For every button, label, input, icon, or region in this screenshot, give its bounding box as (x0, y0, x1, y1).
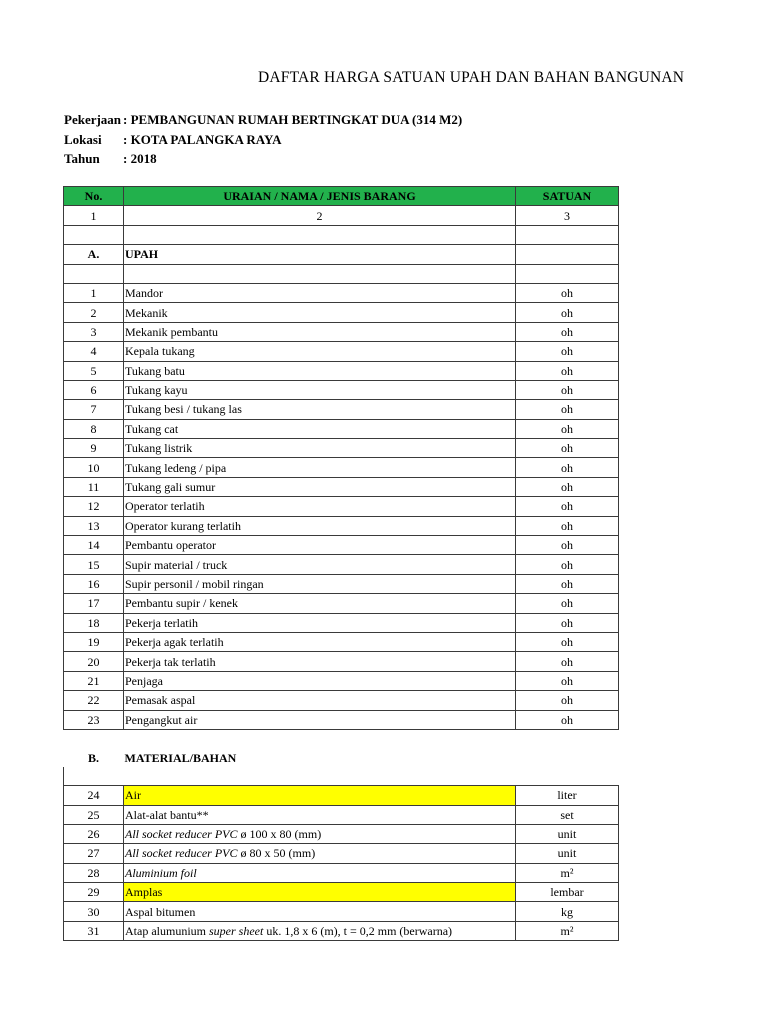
row-no: 13 (64, 516, 124, 535)
row-unit: unit (516, 844, 619, 863)
row-unit: oh (516, 419, 619, 438)
row-desc: Mekanik (124, 303, 516, 322)
table-row (64, 380, 619, 399)
table-row (64, 824, 619, 843)
row-unit: oh (516, 691, 619, 710)
section-a-row (64, 245, 619, 264)
row-unit: oh (516, 632, 619, 651)
row-desc (124, 844, 516, 863)
row-unit: oh (516, 380, 619, 399)
table-row (64, 419, 619, 438)
row-unit: unit (516, 824, 619, 843)
row-no: 18 (64, 613, 124, 632)
table-row (64, 613, 619, 632)
row-unit: oh (516, 477, 619, 496)
row-no: 12 (64, 497, 124, 516)
row-desc: Tukang cat (124, 419, 516, 438)
row-unit: m² (516, 863, 619, 882)
table-row (64, 652, 619, 671)
section-a-label: UPAH (124, 245, 516, 264)
section-b-code: B. (87, 750, 99, 765)
price-table (63, 186, 619, 941)
table-row (64, 555, 619, 574)
table-row (64, 902, 619, 921)
section-b-row (64, 748, 619, 766)
row-unit: oh (516, 361, 619, 380)
row-desc: Pembantu operator (124, 536, 516, 555)
row-desc (124, 921, 516, 940)
row-desc: Mekanik pembantu (124, 322, 516, 341)
row-unit: oh (516, 497, 619, 516)
row-desc: Air (124, 786, 516, 805)
table-row (64, 458, 619, 477)
table-row (64, 594, 619, 613)
row-desc: Amplas (124, 883, 516, 902)
row-unit: oh (516, 439, 619, 458)
row-unit: oh (516, 516, 619, 535)
table-header-row (64, 187, 619, 206)
row-no: 17 (64, 594, 124, 613)
table-row (64, 632, 619, 651)
row-no: 6 (64, 380, 124, 399)
table-row (64, 574, 619, 593)
row-no: 31 (64, 921, 124, 940)
row-unit: oh (516, 555, 619, 574)
row-desc: Mandor (124, 283, 516, 302)
spacer-row (64, 729, 619, 748)
row-unit: oh (516, 710, 619, 729)
row-no: 1 (64, 283, 124, 302)
row-no: 30 (64, 902, 124, 921)
row-no: 4 (64, 342, 124, 361)
table-row (64, 439, 619, 458)
row-desc-part: Atap alumunium (125, 924, 209, 939)
row-desc: Tukang besi / tukang las (124, 400, 516, 419)
row-no: 8 (64, 419, 124, 438)
section-b-label: MATERIAL/BAHAN (124, 750, 237, 765)
row-desc: Aspal bitumen (124, 902, 516, 921)
table-row (64, 671, 619, 690)
row-no: 21 (64, 671, 124, 690)
table-row (64, 361, 619, 380)
row-desc: Kepala tukang (124, 342, 516, 361)
header-unit: SATUAN (516, 187, 619, 206)
table-row (64, 516, 619, 535)
row-no: 23 (64, 710, 124, 729)
empty-row (64, 264, 619, 283)
header-no: No. (64, 187, 124, 206)
row-unit: oh (516, 574, 619, 593)
table-row (64, 303, 619, 322)
row-desc (124, 863, 516, 882)
row-no: 7 (64, 400, 124, 419)
section-a-code: A. (64, 245, 124, 264)
row-unit: liter (516, 786, 619, 805)
empty-row (64, 225, 619, 244)
row-no: 24 (64, 786, 124, 805)
row-unit: oh (516, 652, 619, 671)
table-row (64, 786, 619, 805)
table-row (64, 497, 619, 516)
row-desc-part: ø 80 x 50 (mm) (237, 846, 316, 861)
table-row (64, 844, 619, 863)
row-unit: kg (516, 902, 619, 921)
index-row (64, 206, 619, 225)
row-no: 2 (64, 303, 124, 322)
row-unit: oh (516, 400, 619, 419)
row-desc: Tukang kayu (124, 380, 516, 399)
row-desc: Tukang gali sumur (124, 477, 516, 496)
table-row (64, 283, 619, 302)
row-no: 20 (64, 652, 124, 671)
row-desc: Supir personil / mobil ringan (124, 574, 516, 593)
row-desc: Tukang listrik (124, 439, 516, 458)
row-no: 28 (64, 863, 124, 882)
meta-value: : 2018 (123, 151, 157, 166)
meta-value: : PEMBANGUNAN RUMAH BERTINGKAT DUA (314 M2) (123, 112, 463, 127)
meta-tahun (64, 151, 157, 167)
index-unit: 3 (516, 206, 619, 225)
row-unit: oh (516, 536, 619, 555)
table-row (64, 322, 619, 341)
row-no: 27 (64, 844, 124, 863)
row-no: 14 (64, 536, 124, 555)
row-desc: Pemasak aspal (124, 691, 516, 710)
row-no: 16 (64, 574, 124, 593)
row-desc: Tukang ledeng / pipa (124, 458, 516, 477)
row-no: 25 (64, 805, 124, 824)
row-unit: oh (516, 342, 619, 361)
row-desc: Tukang batu (124, 361, 516, 380)
row-no: 10 (64, 458, 124, 477)
table-row (64, 710, 619, 729)
row-desc: Operator kurang terlatih (124, 516, 516, 535)
row-desc: Pekerja terlatih (124, 613, 516, 632)
page-title: DAFTAR HARGA SATUAN UPAH DAN BAHAN BANGUNAN (258, 69, 685, 86)
row-desc-part: All socket reducer PVC (125, 827, 238, 842)
table-row (64, 691, 619, 710)
row-unit: lembar (516, 883, 619, 902)
table-row (64, 536, 619, 555)
row-desc: Pekerja agak terlatih (124, 632, 516, 651)
row-no: 15 (64, 555, 124, 574)
row-no: 26 (64, 824, 124, 843)
meta-lokasi (64, 132, 282, 148)
row-no: 9 (64, 439, 124, 458)
row-unit: oh (516, 671, 619, 690)
table-row (64, 400, 619, 419)
row-no: 22 (64, 691, 124, 710)
row-desc: Alat-alat bantu** (124, 805, 516, 824)
meta-key: Pekerjaan (64, 112, 122, 127)
row-desc-part: Aluminium foil (125, 865, 197, 880)
row-desc: Pekerja tak terlatih (124, 652, 516, 671)
row-unit: oh (516, 613, 619, 632)
row-unit: oh (516, 594, 619, 613)
row-no: 5 (64, 361, 124, 380)
row-unit: set (516, 805, 619, 824)
table-row (64, 805, 619, 824)
empty-row (64, 767, 619, 786)
row-desc-part: All socket reducer PVC (125, 846, 238, 861)
index-no: 1 (64, 206, 124, 225)
row-unit: oh (516, 322, 619, 341)
row-desc-part: uk. 1,8 x 6 (m), t = 0,2 mm (berwarna) (263, 924, 453, 939)
table-row (64, 883, 619, 902)
title-container (0, 66, 685, 90)
row-desc-part: super sheet (209, 924, 264, 939)
row-desc (124, 824, 516, 843)
meta-pekerjaan (64, 112, 462, 128)
row-unit: oh (516, 303, 619, 322)
meta-key: Lokasi (64, 132, 102, 147)
row-desc: Pengangkut air (124, 710, 516, 729)
table-row (64, 921, 619, 940)
row-no: 19 (64, 632, 124, 651)
row-unit: oh (516, 283, 619, 302)
row-desc-part: ø 100 x 80 (mm) (237, 827, 322, 842)
header-desc: URAIAN / NAMA / JENIS BARANG (124, 187, 516, 206)
row-no: 29 (64, 883, 124, 902)
row-unit: m² (516, 921, 619, 940)
row-desc: Supir material / truck (124, 555, 516, 574)
index-desc: 2 (124, 206, 516, 225)
meta-key: Tahun (64, 151, 100, 166)
row-no: 11 (64, 477, 124, 496)
row-desc: Pembantu supir / kenek (124, 594, 516, 613)
row-desc: Operator terlatih (124, 497, 516, 516)
row-no: 3 (64, 322, 124, 341)
table-row (64, 342, 619, 361)
table-row (64, 477, 619, 496)
meta-value: : KOTA PALANGKA RAYA (123, 132, 282, 147)
table-row (64, 863, 619, 882)
row-unit: oh (516, 458, 619, 477)
row-desc: Penjaga (124, 671, 516, 690)
